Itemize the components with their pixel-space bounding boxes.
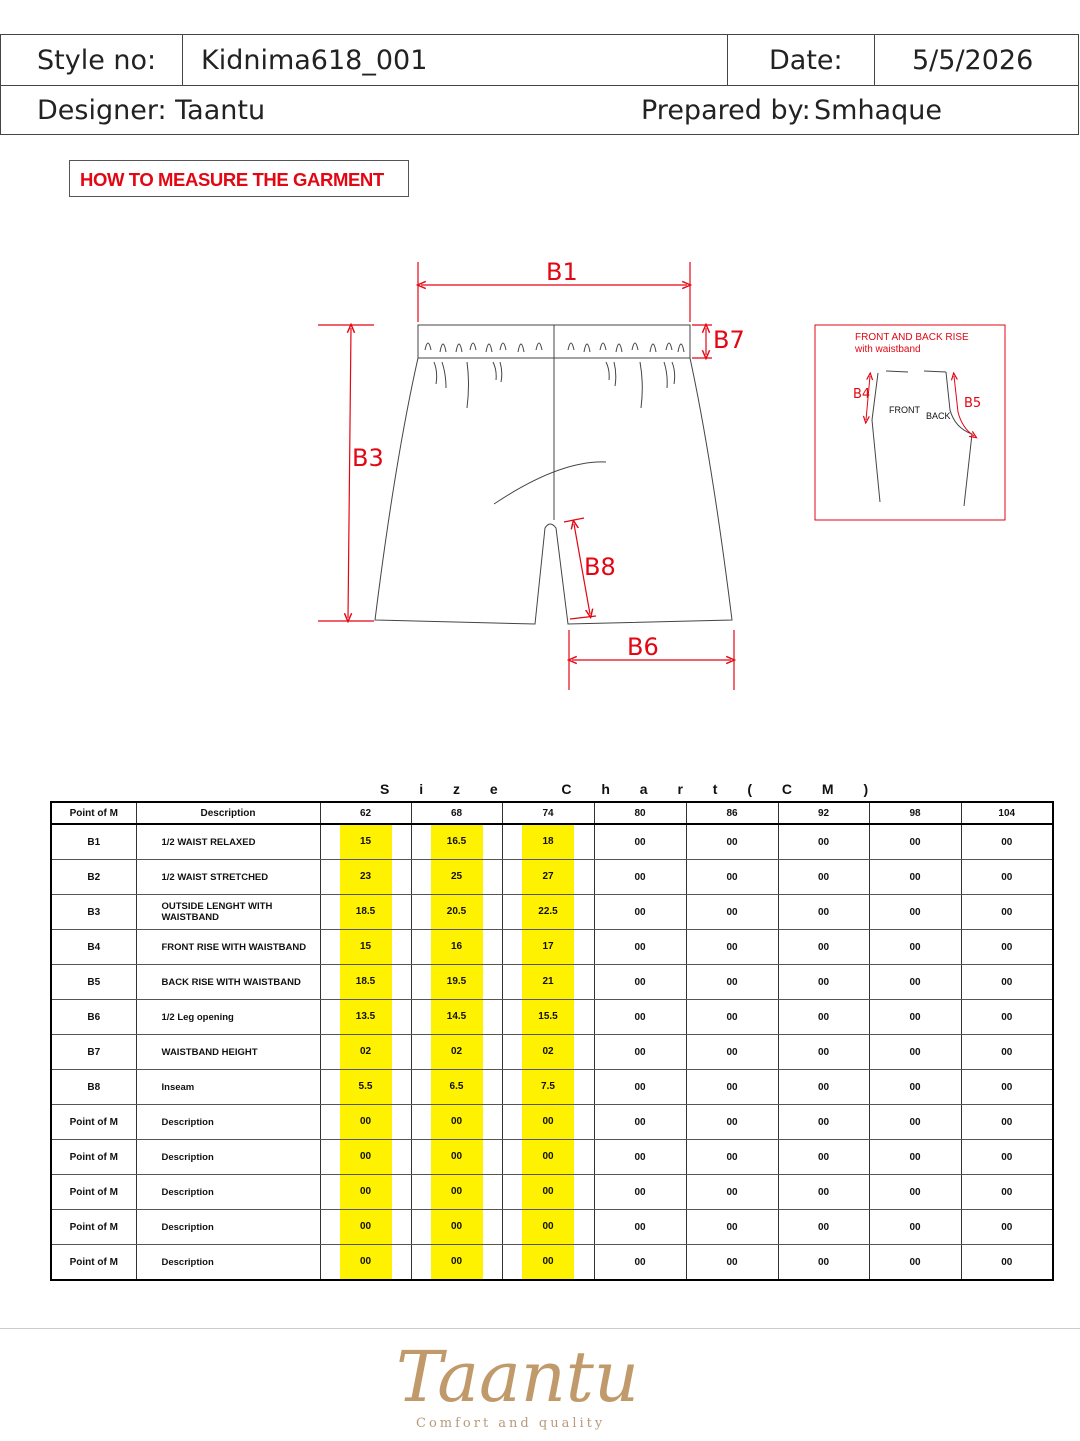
highlighted-size-cell [320,860,411,895]
size-value: 18.5 [340,965,392,999]
size-value: 00 [522,1175,574,1209]
highlighted-size-cell [411,824,502,860]
measure-description: Inseam [136,1070,320,1105]
size-value: 00 [594,1245,686,1281]
highlighted-size-cell [320,965,411,1000]
size-value: 16 [431,930,483,964]
highlighted-size-cell [320,1105,411,1140]
label-b6: B6 [627,633,659,661]
highlighted-size-cell [502,1210,594,1245]
column-header: Description [136,802,320,824]
size-value: 00 [869,860,961,895]
highlighted-size-cell [320,1140,411,1175]
prepared-value: Smhaque [814,95,942,126]
highlighted-size-cell [320,824,411,860]
size-value: 5.5 [340,1070,392,1104]
size-value: 00 [686,930,778,965]
size-value: 00 [686,965,778,1000]
highlighted-size-cell [502,1070,594,1105]
size-value: 00 [686,1070,778,1105]
table-row [51,824,1053,860]
table-row [51,1070,1053,1105]
measurement-lines [318,262,734,690]
size-value: 00 [594,1000,686,1035]
size-value: 00 [961,1140,1053,1175]
size-value: 00 [869,1210,961,1245]
size-chart-header-row [51,802,1053,824]
label-b1: B1 [546,258,578,286]
size-value: 00 [869,930,961,965]
taantu-logo [388,1335,648,1435]
measure-description: Description [136,1140,320,1175]
size-value: 19.5 [431,965,483,999]
shorts-outline [375,325,732,624]
size-value: 16.5 [431,825,483,859]
size-value: 00 [686,1175,778,1210]
size-value: 00 [778,824,869,860]
highlighted-size-cell [502,860,594,895]
size-value: 00 [686,1210,778,1245]
table-row [51,1175,1053,1210]
prepared-label: Prepared by: [641,95,811,126]
size-value: 00 [778,860,869,895]
measure-description: Description [136,1245,320,1281]
highlighted-size-cell [320,930,411,965]
table-row [51,965,1053,1000]
size-value: 00 [869,895,961,930]
highlighted-size-cell [320,1000,411,1035]
label-b5: B5 [964,396,982,411]
size-value: 02 [522,1035,574,1069]
size-value: 00 [869,1035,961,1070]
size-value: 00 [594,1035,686,1070]
table-row [51,1140,1053,1175]
size-value: 00 [686,1000,778,1035]
highlighted-size-cell [502,930,594,965]
size-value: 00 [869,824,961,860]
point-of-measure: Point of M [51,1210,136,1245]
size-value: 00 [431,1245,483,1279]
highlighted-size-cell [320,1245,411,1281]
size-value: 00 [686,860,778,895]
size-value: 00 [686,1105,778,1140]
size-value: 00 [778,1245,869,1281]
rise-box-subtitle: with waistband [855,344,921,355]
size-value: 00 [686,1140,778,1175]
size-chart-title: S i z e C h a r t ( C M ) [380,781,882,797]
size-value: 00 [961,1070,1053,1105]
size-value: 00 [961,860,1053,895]
rise-detail-box [815,325,1005,520]
size-value: 00 [869,965,961,1000]
size-value: 23 [340,860,392,894]
front-label: FRONT [889,405,920,415]
size-value: 00 [522,1210,574,1244]
size-value: 00 [594,930,686,965]
highlighted-size-cell [411,860,502,895]
highlighted-size-cell [502,1000,594,1035]
date-label: Date: [769,45,843,76]
size-value: 13.5 [340,1000,392,1034]
size-value: 15.5 [522,1000,574,1034]
point-of-measure: B5 [51,965,136,1000]
size-value: 00 [961,1105,1053,1140]
logo-tagline: Comfort and quality [416,1416,606,1431]
table-row [51,1000,1053,1035]
size-value: 7.5 [522,1070,574,1104]
size-value: 00 [961,1175,1053,1210]
size-value: 18 [522,825,574,859]
size-value: 00 [431,1140,483,1174]
size-value: 00 [340,1210,392,1244]
size-value: 00 [340,1105,392,1139]
highlighted-size-cell [320,1210,411,1245]
size-value: 00 [961,930,1053,965]
size-value: 00 [594,860,686,895]
size-value: 25 [431,860,483,894]
size-value: 00 [594,965,686,1000]
size-value: 00 [778,1105,869,1140]
point-of-measure: Point of M [51,1105,136,1140]
size-value: 00 [778,1000,869,1035]
size-value: 00 [431,1210,483,1244]
highlighted-size-cell [502,1245,594,1281]
size-value: 00 [778,965,869,1000]
point-of-measure: B2 [51,860,136,895]
size-value: 00 [961,1000,1053,1035]
size-value: 00 [778,1175,869,1210]
column-header: 104 [961,802,1053,824]
point-of-measure: B6 [51,1000,136,1035]
highlighted-size-cell [411,930,502,965]
size-value: 00 [778,895,869,930]
size-value: 00 [340,1245,392,1279]
size-value: 00 [778,1210,869,1245]
highlighted-size-cell [320,1175,411,1210]
label-b3: B3 [352,444,384,472]
size-value: 00 [594,1175,686,1210]
column-header: 80 [594,802,686,824]
date-value: 5/5/2026 [912,45,1034,76]
highlighted-size-cell [411,1070,502,1105]
size-value: 00 [522,1140,574,1174]
measure-description: 1/2 WAIST RELAXED [136,824,320,860]
size-value: 15 [340,825,392,859]
size-value: 00 [594,895,686,930]
designer-text: Designer: Taantu [37,95,266,126]
size-value: 6.5 [431,1070,483,1104]
size-value: 00 [961,824,1053,860]
size-value: 00 [869,1000,961,1035]
point-of-measure: B7 [51,1035,136,1070]
column-header: 68 [411,802,502,824]
size-value: 15 [340,930,392,964]
size-value: 00 [961,965,1053,1000]
measure-description: BACK RISE WITH WAISTBAND [136,965,320,1000]
how-to-measure-label: HOW TO MEASURE THE GARMENT [69,160,409,197]
size-value: 00 [961,895,1053,930]
size-value: 00 [594,1105,686,1140]
highlighted-size-cell [502,1035,594,1070]
rise-box-title: FRONT AND BACK RISE [855,332,969,343]
size-value: 00 [869,1140,961,1175]
column-header: 62 [320,802,411,824]
point-of-measure: B8 [51,1070,136,1105]
size-value: 00 [686,895,778,930]
size-value: 18.5 [340,895,392,929]
column-header: 86 [686,802,778,824]
size-value: 00 [594,824,686,860]
table-row [51,895,1053,930]
highlighted-size-cell [411,1210,502,1245]
table-row [51,860,1053,895]
size-value: 00 [594,1070,686,1105]
measure-description: 1/2 WAIST STRETCHED [136,860,320,895]
column-header: 98 [869,802,961,824]
size-value: 00 [778,930,869,965]
point-of-measure: B4 [51,930,136,965]
point-of-measure: B3 [51,895,136,930]
measure-description: OUTSIDE LENGHT WITH WAISTBAND [136,895,320,930]
size-value: 00 [961,1245,1053,1281]
highlighted-size-cell [320,895,411,930]
size-value: 00 [869,1070,961,1105]
highlighted-size-cell [320,1035,411,1070]
measure-description: Description [136,1105,320,1140]
table-row [51,1105,1053,1140]
highlighted-size-cell [411,965,502,1000]
size-value: 02 [431,1035,483,1069]
logo-wordmark: Taantu [396,1336,640,1418]
measure-description: Description [136,1210,320,1245]
highlighted-size-cell [411,1105,502,1140]
size-value: 00 [686,824,778,860]
column-header: Point of M [51,802,136,824]
table-row [51,1035,1053,1070]
size-chart-body [51,824,1053,1280]
style-value: Kidnima618_001 [201,45,428,76]
highlighted-size-cell [411,1035,502,1070]
measure-description: 1/2 Leg opening [136,1000,320,1035]
size-value: 00 [778,1035,869,1070]
size-value: 00 [869,1245,961,1281]
point-of-measure: B1 [51,824,136,860]
label-b4: B4 [853,387,871,402]
highlighted-size-cell [502,1175,594,1210]
column-header: 74 [502,802,594,824]
table-row [51,1245,1053,1281]
highlighted-size-cell [502,824,594,860]
size-value: 00 [778,1070,869,1105]
size-value: 17 [522,930,574,964]
measurement-labels [352,258,745,661]
size-value: 02 [340,1035,392,1069]
size-value: 00 [961,1210,1053,1245]
size-value: 00 [594,1210,686,1245]
table-row [51,930,1053,965]
measure-description: FRONT RISE WITH WAISTBAND [136,930,320,965]
size-value: 00 [340,1140,392,1174]
column-header: 92 [778,802,869,824]
highlighted-size-cell [502,1140,594,1175]
size-value: 00 [522,1105,574,1139]
size-value: 00 [340,1175,392,1209]
highlighted-size-cell [502,965,594,1000]
size-value: 21 [522,965,574,999]
highlighted-size-cell [411,1175,502,1210]
style-label: Style no: [37,45,157,76]
point-of-measure: Point of M [51,1140,136,1175]
size-value: 00 [431,1175,483,1209]
size-value: 00 [778,1140,869,1175]
label-b8: B8 [584,553,616,581]
point-of-measure: Point of M [51,1175,136,1210]
size-value: 00 [869,1105,961,1140]
point-of-measure: Point of M [51,1245,136,1281]
size-value: 00 [869,1175,961,1210]
highlighted-size-cell [411,1000,502,1035]
highlighted-size-cell [411,1245,502,1281]
measure-description: WAISTBAND HEIGHT [136,1035,320,1070]
size-value: 14.5 [431,1000,483,1034]
size-value: 00 [431,1105,483,1139]
size-value: 00 [522,1245,574,1279]
highlighted-size-cell [320,1070,411,1105]
highlighted-size-cell [411,1140,502,1175]
size-value: 20.5 [431,895,483,929]
size-value: 00 [961,1035,1053,1070]
size-chart-table [50,801,1054,1281]
measure-description: Description [136,1175,320,1210]
back-label: BACK [926,411,951,421]
size-value: 00 [594,1140,686,1175]
size-value: 00 [686,1035,778,1070]
highlighted-size-cell [502,1105,594,1140]
highlighted-size-cell [411,895,502,930]
size-value: 27 [522,860,574,894]
size-value: 00 [686,1245,778,1281]
label-b7: B7 [713,326,745,354]
size-value: 22.5 [522,895,574,929]
table-row [51,1210,1053,1245]
highlighted-size-cell [502,895,594,930]
